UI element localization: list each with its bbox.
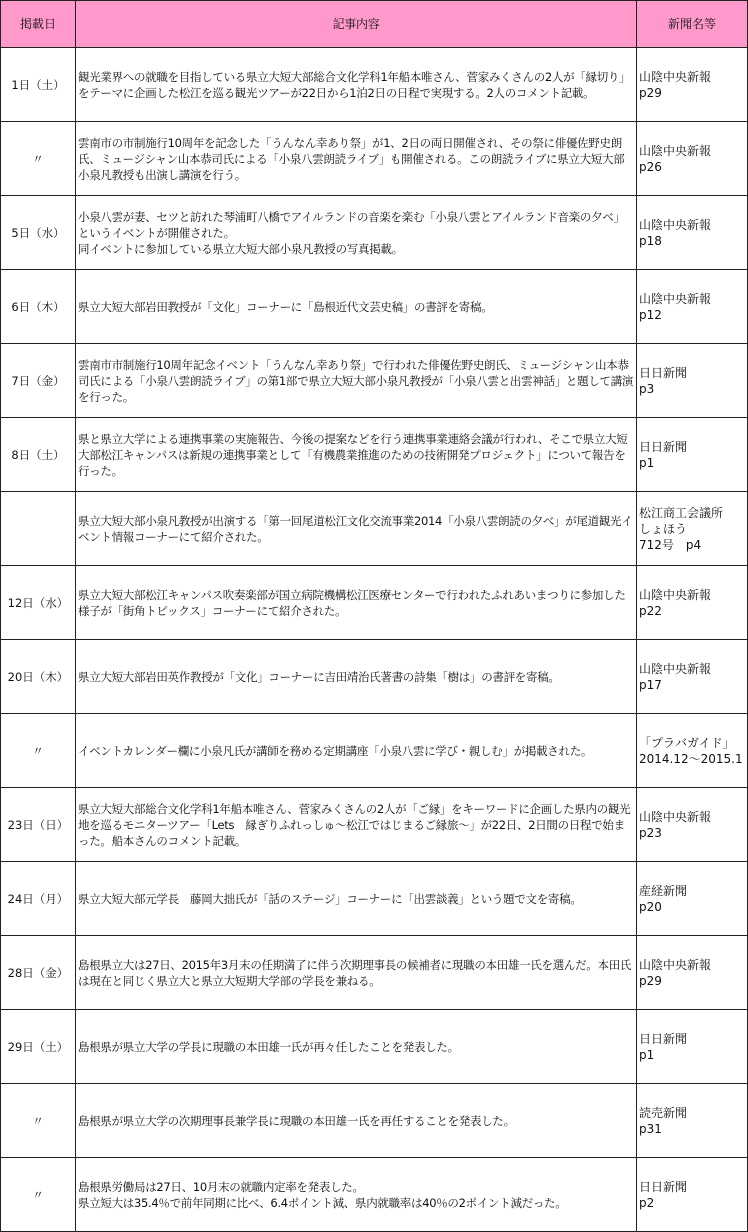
source-cell: 山陰中央新報 p22 bbox=[637, 566, 748, 640]
table-row bbox=[1, 48, 748, 122]
table-row bbox=[1, 1084, 748, 1158]
table-row bbox=[1, 1158, 748, 1232]
header-source: 新聞名等 bbox=[637, 1, 748, 48]
table-row bbox=[1, 566, 748, 640]
source-cell: 日日新聞 p2 bbox=[637, 1158, 748, 1232]
content-cell: 小泉八雲が妻、セツと訪れた琴浦町八橋でアイルランドの音楽を楽む「小泉八雲とアイルランド音楽の夕べ」というイベントが開催された。 同イベントに参加している県立大短大部小泉凡教授の写真掲載。 bbox=[76, 196, 637, 270]
content-cell: 県と県立大学による連携事業の実施報告、今後の提案などを行う連携事業連絡会議が行われ、そこで県立大短大部松江キャンパスは新規の連携事業として「有機農業推進のための技術開発プロジェクト」について報告を行った。 bbox=[76, 418, 637, 492]
table-row bbox=[1, 196, 748, 270]
source-cell: 山陰中央新報 p18 bbox=[637, 196, 748, 270]
source-cell: 山陰中央新報 p17 bbox=[637, 640, 748, 714]
content-cell: 島根県立大は27日、2015年3月末の任期満了に伴う次期理事長の候補者に現職の本田雄一氏を選んだ。本田氏は現在と同じく県立大と県立大短期大学部の学長を兼ねる。 bbox=[76, 936, 637, 1010]
date-cell: 28日（金） bbox=[1, 936, 76, 1010]
header-content: 記事内容 bbox=[76, 1, 637, 48]
content-cell: 県立大短大部松江キャンパス吹奏楽部が国立病院機構松江医療センターで行われたふれあいまつりに参加した様子が「街角トピックス」コーナーにて紹介された。 bbox=[76, 566, 637, 640]
content-cell: 観光業界への就職を目指している県立大短大部総合文化学科1年船本唯さん、菅家みくさんの2人が「縁切り」をテーマに企画した松江を巡る観光ツアーが22日から1泊2日の日程で実現する。2人のコメント記載。 bbox=[76, 48, 637, 122]
source-cell: 山陰中央新報 p29 bbox=[637, 48, 748, 122]
table-row bbox=[1, 788, 748, 862]
source-cell: 山陰中央新報 p26 bbox=[637, 122, 748, 196]
date-cell: 〃 bbox=[1, 714, 76, 788]
content-cell: 県立大短大部小泉凡教授が出演する「第一回尾道松江文化交流事業2014「小泉八雲朗読の夕べ」が尾道観光イベント情報コーナーにて紹介された。 bbox=[76, 492, 637, 566]
table-row bbox=[1, 936, 748, 1010]
date-cell: 〃 bbox=[1, 1158, 76, 1232]
content-cell: 島根県が県立大学の次期理事長兼学長に現職の本田雄一氏を再任することを発表した。 bbox=[76, 1084, 637, 1158]
date-cell: 7日（金） bbox=[1, 344, 76, 418]
date-cell: 5日（水） bbox=[1, 196, 76, 270]
source-cell: 日日新聞 p1 bbox=[637, 1010, 748, 1084]
table-row bbox=[1, 344, 748, 418]
source-cell: 松江商工会議所 しょほう 712号 p4 bbox=[637, 492, 748, 566]
source-cell: 読売新聞 p31 bbox=[637, 1084, 748, 1158]
date-cell: 29日（土） bbox=[1, 1010, 76, 1084]
date-cell: 〃 bbox=[1, 122, 76, 196]
table-row bbox=[1, 418, 748, 492]
date-cell: 1日（土） bbox=[1, 48, 76, 122]
source-cell: 日日新聞 p3 bbox=[637, 344, 748, 418]
content-cell: 島根県が県立大学の学長に現職の本田雄一氏が再々任したことを発表した。 bbox=[76, 1010, 637, 1084]
source-cell: 山陰中央新報 p12 bbox=[637, 270, 748, 344]
date-cell: 23日（日） bbox=[1, 788, 76, 862]
date-cell: 6日（木） bbox=[1, 270, 76, 344]
table-row bbox=[1, 1010, 748, 1084]
header-row bbox=[1, 1, 748, 48]
source-cell: 山陰中央新報 p23 bbox=[637, 788, 748, 862]
table-body bbox=[1, 48, 748, 1232]
content-cell: 県立大短大部元学長 藤岡大拙氏が「話のステージ」コーナーに「出雲談義」という題で文を寄稿。 bbox=[76, 862, 637, 936]
date-cell: 〃 bbox=[1, 1084, 76, 1158]
date-cell: 8日（土） bbox=[1, 418, 76, 492]
date-cell: 20日（木） bbox=[1, 640, 76, 714]
content-cell: 県立大短大部総合文化学科1年船本唯さん、菅家みくさんの2人が「ご縁」をキーワードに企画した県内の観光地を巡るモニターツアー「Lets 縁ぎりふれっしゅ～松江ではじまるご縁旅～」が22日、2日間の日程で始まった。船本さんのコメント記載。 bbox=[76, 788, 637, 862]
source-cell: 山陰中央新報 p29 bbox=[637, 936, 748, 1010]
content-cell: 雲南市の市制施行10周年を記念した「うんなん幸あり祭」が1、2日の両日開催され、その祭に俳優佐野史朗氏、ミュージシャン山本恭司氏による「小泉八雲朗読ライブ」も開催される。この朗読ライブに県立大短大部小泉凡教授も出演し講演を行う。 bbox=[76, 122, 637, 196]
table-row bbox=[1, 492, 748, 566]
source-cell: 産経新聞 p20 bbox=[637, 862, 748, 936]
source-cell: 日日新聞 p1 bbox=[637, 418, 748, 492]
table-row bbox=[1, 122, 748, 196]
header-date: 掲載日 bbox=[1, 1, 76, 48]
table-row bbox=[1, 862, 748, 936]
content-cell: 県立大短大部岩田教授が「文化」コーナーに「島根近代文芸史稿」の書評を寄稿。 bbox=[76, 270, 637, 344]
date-cell bbox=[1, 492, 76, 566]
table-row bbox=[1, 270, 748, 344]
table-row bbox=[1, 714, 748, 788]
content-cell: 島根県労働局は27日、10月末の就職内定率を発表した。 県立短大は35.4％で前年同期に比べ、6.4ポイント減、県内就職率は40％の2ポイント減だった。 bbox=[76, 1158, 637, 1232]
date-cell: 12日（水） bbox=[1, 566, 76, 640]
table-row bbox=[1, 640, 748, 714]
content-cell: イベントカレンダー欄に小泉凡氏が講師を務める定期講座「小泉八雲に学び・親しむ」が掲載された。 bbox=[76, 714, 637, 788]
source-cell: 「プラバガイド」 2014.12～2015.1 bbox=[637, 714, 748, 788]
date-cell: 24日（月） bbox=[1, 862, 76, 936]
content-cell: 雲南市市制施行10周年記念イベント「うんなん幸あり祭」で行われた俳優佐野史朗氏、ミュージシャン山本恭司氏による「小泉八雲朗読ライブ」の第1部で県立大短大部小泉凡教授が「小泉八雲と出雲神話」と題して講演を行った。 bbox=[76, 344, 637, 418]
content-cell: 県立大短大部岩田英作教授が「文化」コーナーに吉田靖治氏著書の詩集「樹は」の書評を寄稿。 bbox=[76, 640, 637, 714]
